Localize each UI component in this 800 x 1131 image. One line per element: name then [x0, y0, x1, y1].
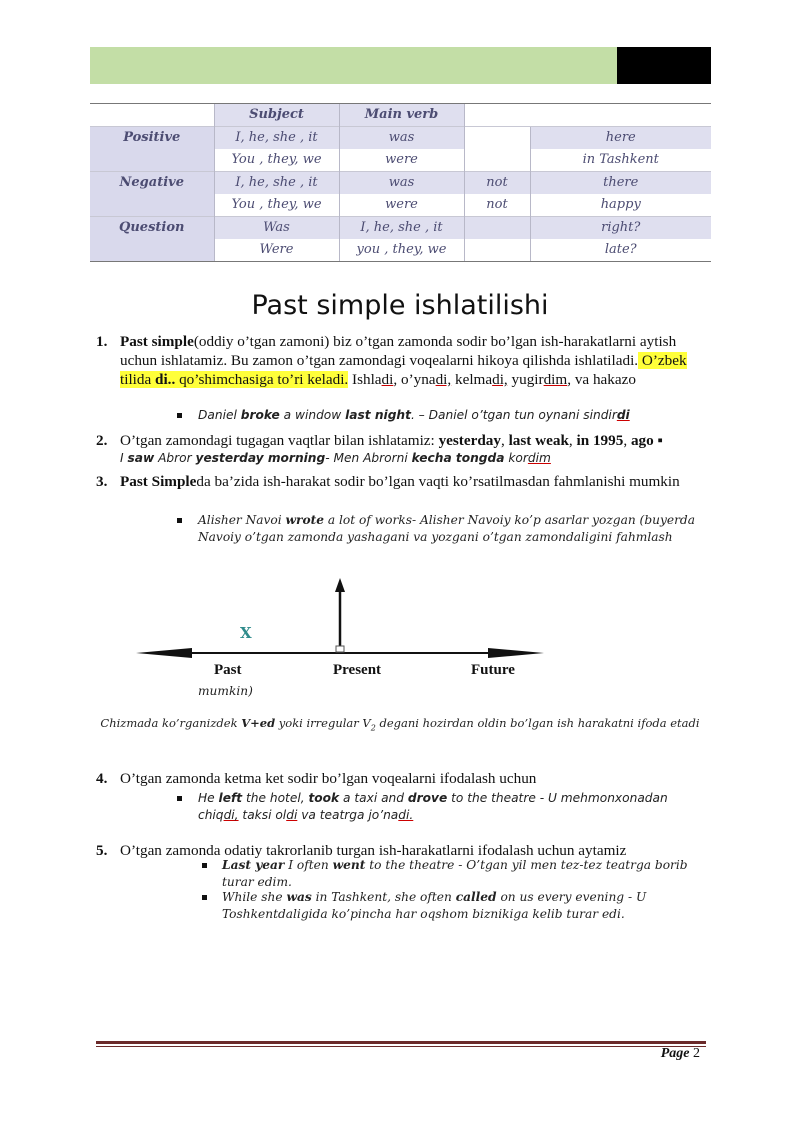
item-number: 2.	[96, 432, 108, 449]
table-cell: was	[339, 126, 464, 149]
example-3-continued: mumkin)	[198, 684, 253, 698]
arrow-up-icon	[335, 578, 345, 592]
table-cell: right?	[530, 216, 711, 239]
item-text: O’tgan zamonda ketma ket sodir bo’lgan voqealarni ifodalash uchun	[120, 770, 537, 787]
table-cell	[464, 216, 530, 239]
list-item-3	[96, 472, 706, 491]
table-cell: You , they, we	[214, 194, 339, 217]
item-number: 3.	[96, 473, 108, 490]
bullet-icon	[202, 863, 207, 868]
timeline-diagram	[130, 572, 550, 672]
table-cell: Was	[214, 216, 339, 239]
item-text: da ba’zida ish-harakat sodir bo’lgan vaqti ko’rsatilmasdan fahmlanishi mumkin	[196, 473, 680, 490]
table-row	[90, 216, 711, 239]
table-cell: You , they, we	[214, 149, 339, 172]
diagram-caption: Chizmada ko’rganizdek V+ed yoki irregular $V_2$ degani hozirdan oldin bo’lgan ish harakatni ifoda etadi	[100, 716, 700, 733]
suffix: di,	[492, 371, 508, 388]
present-point	[336, 646, 344, 652]
term: Past simple	[120, 333, 194, 350]
item-text: , va hakazo	[567, 371, 636, 388]
bullet-icon	[202, 895, 207, 900]
table-row	[90, 171, 711, 194]
table-cell	[464, 149, 530, 172]
table-header: Main verb	[339, 104, 464, 127]
bullet-icon	[177, 413, 182, 418]
suffix: di,	[435, 371, 452, 388]
header-block	[617, 47, 711, 84]
item-text: yugir	[507, 371, 544, 388]
table-cell	[464, 239, 530, 262]
table-cell: was	[339, 171, 464, 194]
table-cell: happy	[530, 194, 711, 217]
table-cell: I, he, she , it	[214, 171, 339, 194]
example-3: Alisher Navoi wrote a lot of works- Alisher Navoiy ko’p asarlar yozgan (buyerda Navoiy o’tgan zamonda yashagani va yozgani o’tgan zamondaligini fahmlash	[198, 513, 695, 544]
table-header: Subject	[214, 104, 339, 127]
table-cell: Were	[214, 239, 339, 262]
header-band	[90, 47, 618, 84]
table-header	[90, 104, 214, 127]
footer-rule	[96, 1046, 706, 1047]
list-item-2: 2. O’tgan zamondagi tugagan vaqtlar bilan ishlatamiz: yesterday, last weak, in 1995, ago ▪	[96, 432, 663, 449]
item-text: (oddiy o’tgan zamoni) biz o’tgan zamonda sodir bo’lgan ish-harakatlarni aytish uchun ishlatamiz. Bu zamon o’tgan zamondagi voqealarni hikoya qilishda ishlatiladi.	[120, 333, 677, 369]
table-cell: in Tashkent	[530, 149, 711, 172]
item-text: , o’yna	[393, 371, 436, 388]
example-5b: While she was in Tashkent, she often called on us every evening - U Toshkentdaligida ko’pincha har oqshom biznikiga kelib turar edi.	[222, 890, 647, 921]
highlight-text: O’zbek tilida	[120, 352, 687, 388]
item-number: 5.	[96, 842, 108, 859]
item-text: kelma	[451, 371, 493, 388]
example-4: He left the hotel, took a taxi and drove to the theatre - U mehmonxonadan chiqdi, taksi oldi va teatrga jo’nadi.	[198, 791, 668, 822]
row-label: Question	[90, 216, 214, 239]
table-row	[90, 239, 711, 262]
bullet-icon	[177, 796, 182, 801]
table-header	[464, 104, 530, 127]
highlight-text: qo’shimchasiga to’ri keladi.	[175, 371, 349, 388]
table-header	[530, 104, 711, 127]
table-row	[90, 149, 711, 172]
table-cell	[464, 126, 530, 149]
list-item-4	[96, 769, 706, 788]
suffix: di	[381, 371, 394, 388]
page-title: Past simple ishlatilishi	[251, 290, 549, 321]
table-row	[90, 194, 711, 217]
arrow-left-icon	[136, 648, 192, 658]
example-5a: Last year I often went to the theatre - O’tgan yil men tez-tez teatrga borib turar edim.	[222, 858, 688, 889]
timeline-mark: X	[240, 624, 252, 642]
table-cell: you , they, we	[339, 239, 464, 262]
table-cell: late?	[530, 239, 711, 262]
row-label: Positive	[90, 126, 214, 149]
arrow-right-icon	[488, 648, 544, 658]
highlight-bold: di..	[155, 371, 176, 388]
item-number: 4.	[96, 770, 108, 787]
bullet-icon	[177, 518, 182, 523]
table-cell: were	[339, 149, 464, 172]
term: Past Simple	[120, 473, 197, 490]
footer-rule	[96, 1041, 706, 1044]
row-label	[90, 149, 214, 172]
item-text: O’tgan zamonda odatiy takrorlanib turgan ish-harakatlarni ifodalash uchun aytamiz	[120, 842, 627, 859]
table-row	[90, 126, 711, 149]
row-label: Negative	[90, 171, 214, 194]
example-2: I saw Abror yesterday morning- Men Abrorni kecha tongda kordim	[120, 451, 551, 465]
suffix: dim	[543, 371, 568, 388]
list-item-1	[96, 332, 706, 389]
item-number: 1.	[96, 333, 108, 350]
example-1: Daniel broke a window last night. – Daniel o’tgan tun oynani sindirdi	[198, 408, 630, 422]
item-text: O’tgan zamondagi tugagan vaqtlar bilan ishlatamiz:	[120, 432, 439, 449]
grammar-table	[90, 103, 711, 262]
table-cell: I, he, she , it	[339, 216, 464, 239]
item-text: Ishla	[348, 371, 382, 388]
timeline-label-present: Present	[333, 662, 382, 678]
page-number: Page 2	[660, 1046, 700, 1061]
table-cell: not	[464, 194, 530, 217]
timeline-label-past: Past	[214, 662, 242, 678]
row-label	[90, 194, 214, 217]
row-label	[90, 239, 214, 262]
table-cell: here	[530, 126, 711, 149]
table-cell: were	[339, 194, 464, 217]
table-cell: not	[464, 171, 530, 194]
timeline-label-future: Future	[471, 662, 515, 678]
table-cell: I, he, she , it	[214, 126, 339, 149]
table-cell: there	[530, 171, 711, 194]
